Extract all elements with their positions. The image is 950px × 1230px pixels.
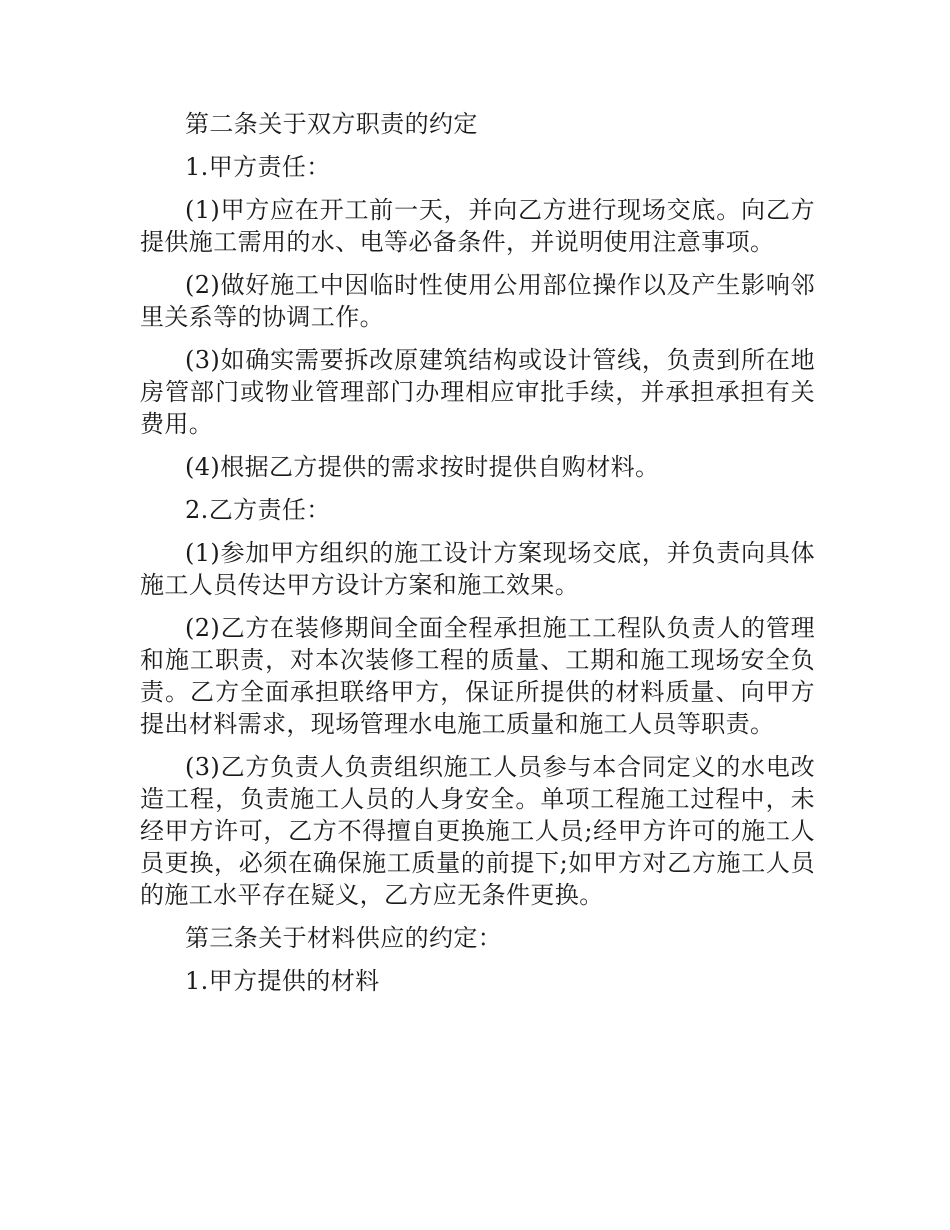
clause-paragraph: (1)甲方应在开工前一天，并向乙方进行现场交底。向乙方提供施工需用的水、电等必备条件，并说明使用注意事项。 bbox=[140, 196, 815, 256]
clause-paragraph: (1)参加甲方组织的施工设计方案现场交底，并负责向具体施工人员传达甲方设计方案和施工效果。 bbox=[140, 539, 815, 599]
subheading-party-a-materials: 1.甲方提供的材料 bbox=[185, 967, 380, 995]
clause-paragraph: (2)做好施工中因临时性使用公用部位操作以及产生影响邻里关系等的协调工作。 bbox=[140, 271, 815, 331]
document-body bbox=[140, 108, 815, 1008]
section-heading-article-2: 第二条关于双方职责的约定 bbox=[185, 110, 478, 138]
clause-paragraph: (2)乙方在装修期间全面全程承担施工工程队负责人的管理和施工职责，对本次装修工程的质量、工期和施工现场安全负责。乙方全面承担联络甲方，保证所提供的材料质量、向甲方提出材料需求，现场管理水电施工质量和施工人员等职责。 bbox=[140, 614, 815, 738]
section-heading-article-3: 第三条关于材料供应的约定： bbox=[185, 924, 503, 952]
subheading-party-b-duties: 2.乙方责任： bbox=[185, 496, 331, 524]
clause-paragraph: (4)根据乙方提供的需求按时提供自购材料。 bbox=[185, 453, 660, 481]
clause-paragraph: (3)乙方负责人负责组织施工人员参与本合同定义的水电改造工程，负责施工人员的人身安全。单项工程施工过程中，未经甲方许可，乙方不得擅自更换施工人员;经甲方许可的施工人员更换，必须在确保施工质量的前提下;如甲方对乙方施工人员的施工水平存在疑义，乙方应无条件更换。 bbox=[140, 753, 815, 909]
clause-paragraph: (3)如确实需要拆改原建筑结构或设计管线，负责到所在地房管部门或物业管理部门办理相应审批手续，并承担承担有关费用。 bbox=[140, 346, 815, 438]
subheading-party-a-duties: 1.甲方责任： bbox=[185, 153, 331, 181]
